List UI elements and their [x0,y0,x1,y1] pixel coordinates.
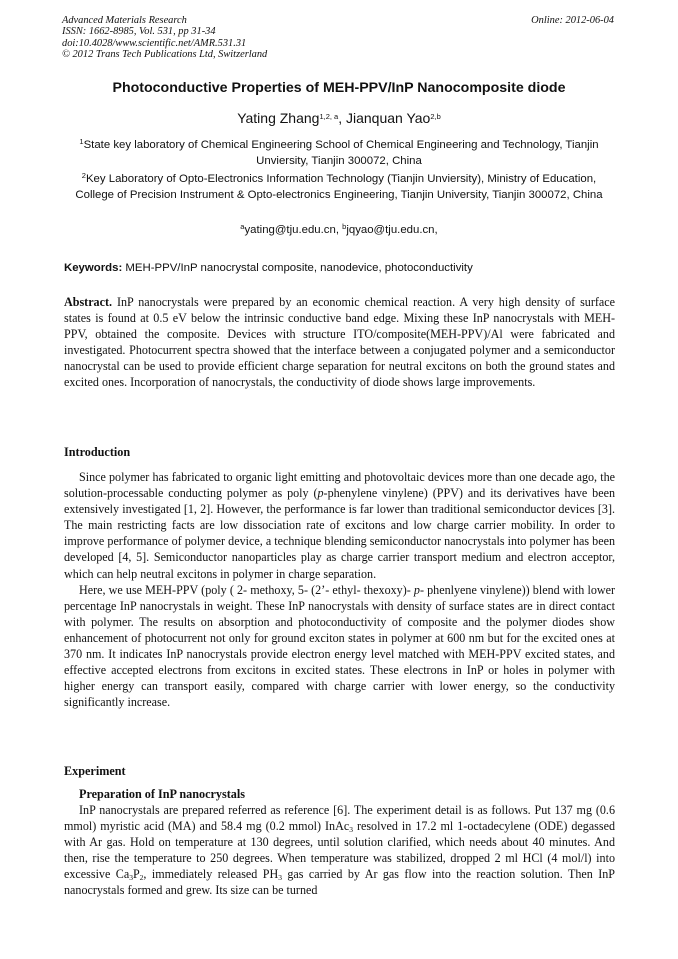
author-emails [68,222,610,238]
abstract [64,294,615,391]
affil-sup: 2 [81,171,86,180]
affil-sup: 1 [79,137,84,146]
subsection-heading: Preparation of InP nanocrystals [79,787,246,801]
author-list [40,110,638,126]
affiliation-1 [68,137,610,170]
experiment-body [64,802,615,899]
affil-text: Key Laboratory of Opto-Electronics Information Technology (Tianjin Unviersity), Ministry of Education, College of Precision Instrument & Opto-electronics Engineering, Tianjin University, Tianjin 300072, China [75,173,603,202]
abstract-text: InP nanocrystals were prepared by an economic chemical reaction. A very high density of surface states is found at 0.5 eV below the intrinsic conductive band edge. Mixing these InP nanocrystals with MEH-PPV, obtained the composite. Devices with structure ITO/composite(MEH-PPV)/Al were fabricated and investigated. Photocurrent spectra showed that the interface between a conjugated polymer and a semiconductor nanocrystal can be used to provide efficient charge separation for neutral excitons on both the ground states and excited ones. Incorporation of nanocrystals, the conductivity of diode shows large improvements. [64,295,615,390]
journal-copyright: © 2012 Trans Tech Publications Ltd, Switzerland [62,49,268,61]
email-link[interactable]: jqyao@tju.edu.cn, [346,224,438,236]
email-link[interactable]: yating@tju.edu.cn, [244,224,343,236]
abstract-label: Abstract. [64,295,113,309]
affiliation-2 [68,171,610,204]
author-name: Jianquan Yao [346,110,431,126]
section-heading-introduction: Introduction [64,445,131,459]
email-sup: b [342,222,347,231]
author-separator: , [338,110,346,126]
online-date: Online: 2012-06-04 [531,15,614,26]
author-affil-sup: 2,b [430,112,441,121]
author-name: Yating Zhang [237,110,320,126]
paragraph: InP nanocrystals are prepared referred as reference [6]. The experiment detail is as follows. Put 137 mg (0.6 mmol) myristic acid (MA) and 58.4 mg (0.2 mmol) InAc$_3$ resolved in 17.2 ml 1-octadecylene (ODE) degassed with Ar gas. Hold on temperature at 130 degrees, until solution clarified, which needs about 40 minutes. And then, rise the temperature to 250 degrees. When temperature was stabilized, dropped 2 ml HCl (4 mol/l) into excessive $Ca_3P_2$, immediately released $PH_3$ gas carried by Ar gas flow into the reaction solution. Then InP nanocrystals formed and grew. Its size can be turned [64,803,615,898]
paragraph: Since polymer has fabricated to organic light emitting and photovoltaic devices more than one decade ago, the solution-processable conducting polymer as poly (p-phenylene vinylene) (PPV) and its derivatives have been extensively investigated [1, 2]. However, the performance is far lower than traditional semiconductor devices [3]. The main restricting facts are low dissociation rate of excitons and low charge carrier mobility. In order to improve performance of polymer device, a technique blending semiconductor nanocrystals into polymer has been developed [4, 5]. Semiconductor nanoparticles play as charge carrier transport medium and electron acceptor, which can help neutral excitons in polymer in charge separation. [64,470,615,581]
affil-text: State key laboratory of Chemical Engineering School of Chemical Engineering and Technology, Tianjin Unviersity, Tianjin 300072, China [83,139,599,168]
keywords-text: MEH-PPV/InP nanocrystal composite, nanodevice, photoconductivity [122,262,473,274]
email-sup: a [240,222,245,231]
journal-name: Advanced Materials Research [62,15,187,26]
author-affil-sup: 1,2, a [319,112,339,121]
journal-issn: ISSN: 1662-8985, Vol. 531, pp 31-34 [62,26,216,38]
journal-doi[interactable]: doi:10.4028/www.scientific.net/AMR.531.31 [62,37,247,49]
keywords [64,262,616,274]
keywords-label: Keywords: [64,262,123,274]
journal-header [62,15,267,61]
paper-title: Photoconductive Properties of MEH-PPV/InP Nanocomposite diode [112,80,566,96]
section-heading-experiment: Experiment [64,764,126,778]
introduction-body [64,469,615,710]
paragraph: Here, we use MEH-PPV (poly ( 2- methoxy, 5- (2’- ethyl- thexoxy)- p- phenlyene vinylene)) blend with lower percentage InP nanocrystals in weight. These InP nanocrystals with density of surface states are in direct contact with polymer. The results on absorption and photoconductivity of composite and the polymer diodes show enhancement of photocurrent not only for ground exciton states in polymer at 600 nm but for the excited ones at 370 nm. It indicates InP nanocrystals provide electron energy level matched with MEH-PPV excited states, and effective accepted electrons from excitons in excited states. These electrons in InP or holes in polymer with higher energy can transport easily, compared with charge carrier with lower energy, so the conductivity significantly increase. [64,582,615,710]
